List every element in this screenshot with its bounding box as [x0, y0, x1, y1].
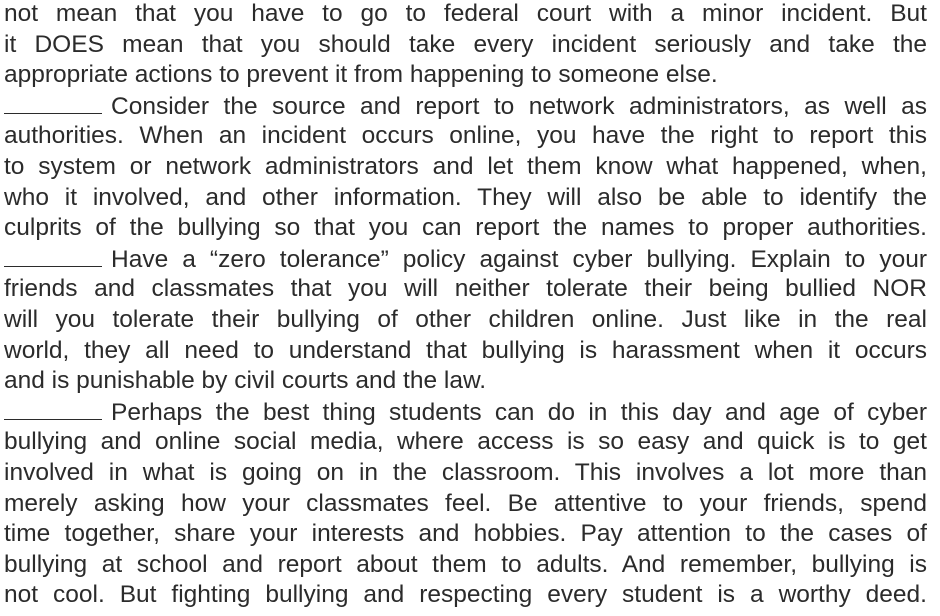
text-line: Have a “zero tolerance” policy against cyber bullying. Explain to your: [111, 245, 927, 273]
text-line: authorities. When an incident occurs online, you have the right to report this: [4, 122, 927, 150]
text-line: merely asking how your classmates feel. Be attentive to your friends, spend: [4, 489, 927, 517]
text-line: Consider the source and report to network administrators, as well as: [111, 92, 927, 120]
paragraph-start-line: [4, 244, 927, 275]
text-line: time together, share your interests and hobbies. Pay attention to the cases of: [4, 520, 927, 548]
text-line: it DOES mean that you should take every incident seriously and take the: [4, 30, 927, 58]
text-line: will you tolerate their bullying of other children online. Just like in the real: [4, 305, 927, 333]
text-line: bullying at school and report about them to adults. And remember, bullying is: [4, 550, 927, 578]
paragraph-start-line: [4, 91, 927, 122]
text-line: who it involved, and other information. They will also be able to identify the: [4, 183, 927, 211]
text-line: bullying and online social media, where access is so easy and quick is to get: [4, 428, 927, 456]
text-line: to system or network administrators and let them know what happened, when,: [4, 152, 927, 180]
answer-blank[interactable]: [4, 91, 102, 114]
answer-blank[interactable]: [4, 244, 102, 267]
text-line: and is punishable by civil courts and the law.: [4, 367, 487, 395]
text-line: Perhaps the best thing students can do in this day and age of cyber: [111, 398, 927, 426]
text-line: not cool. But fighting bullying and respecting every student is a worthy deed.: [4, 581, 927, 609]
text-line: friends and classmates that you will neither tolerate their being bullied NOR: [4, 275, 927, 303]
text-line: appropriate actions to prevent it from happening to someone else.: [4, 61, 718, 89]
paragraph-start-line: [4, 397, 927, 428]
text-line: not mean that you have to go to federal court with a minor incident. But: [4, 0, 927, 27]
text-line: involved in what is going on in the classroom. This involves a lot more than: [4, 458, 927, 486]
text-line: world, they all need to understand that bullying is harassment when it occurs: [4, 336, 927, 364]
answer-blank[interactable]: [4, 397, 102, 420]
text-line: culprits of the bullying so that you can report the names to proper authorities.: [4, 214, 927, 242]
